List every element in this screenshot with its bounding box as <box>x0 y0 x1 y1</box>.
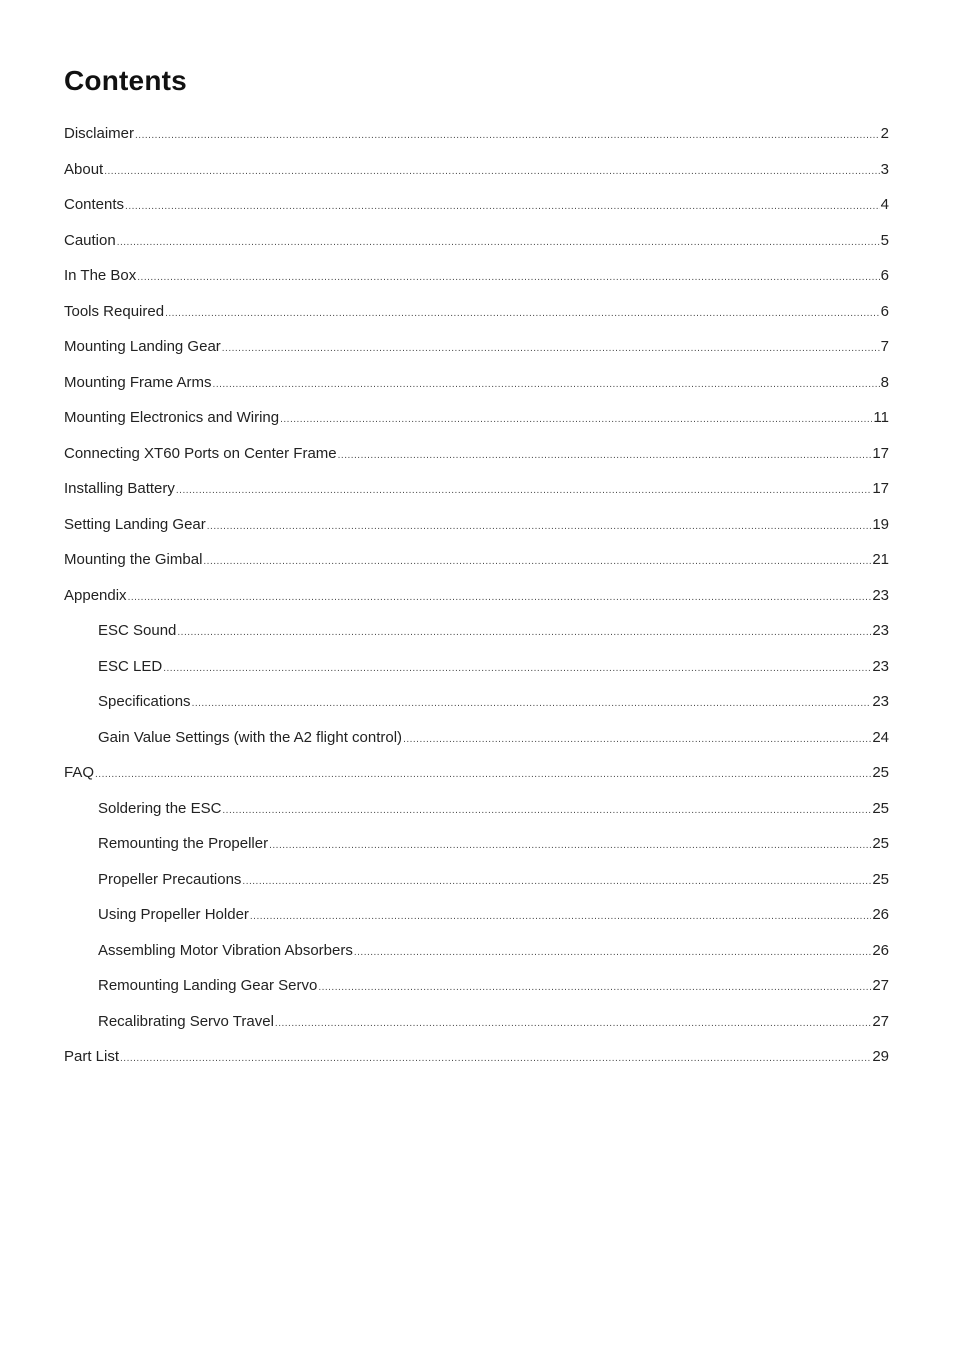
toc-entry-label: About <box>64 160 104 178</box>
toc-entry-page-number: 23 <box>872 586 889 604</box>
dot-leader <box>203 549 871 575</box>
toc-entry-label: FAQ <box>64 764 95 781</box>
toc-entry-label: Using Propeller Holder <box>98 906 249 923</box>
toc-entry-label: Disclaimer <box>64 125 135 142</box>
toc-entry-page-number: 27 <box>872 977 889 994</box>
toc-entry-page-number: 25 <box>872 764 889 781</box>
dot-leader <box>269 833 871 859</box>
toc-entry[interactable] <box>64 299 889 335</box>
dot-leader <box>177 620 871 646</box>
dot-leader <box>338 443 872 469</box>
toc-entry-page-number: 21 <box>872 551 889 568</box>
toc-entry[interactable] <box>64 476 889 512</box>
toc-entry-page-number: 23 <box>872 657 889 675</box>
toc-entry[interactable] <box>64 441 889 477</box>
toc-entry-page-number: 11 <box>873 409 889 426</box>
dot-leader <box>135 123 880 149</box>
toc-entry-label: Tools Required <box>64 302 165 320</box>
toc-entry-label: Installing Battery <box>64 480 175 497</box>
toc-entry[interactable] <box>64 192 889 228</box>
toc-entry[interactable] <box>64 121 889 157</box>
toc-entry-page-number: 17 <box>872 480 889 497</box>
toc-entry-page-number: 19 <box>872 515 889 533</box>
dot-leader <box>128 585 872 611</box>
toc-entry-page-number: 6 <box>880 267 889 284</box>
toc-entry-page-number: 17 <box>872 444 889 462</box>
dot-leader <box>318 975 871 1001</box>
toc-entry-page-number: 24 <box>872 728 889 746</box>
dot-leader <box>176 478 871 504</box>
toc-entry-page-number: 26 <box>872 941 889 959</box>
toc-entry[interactable] <box>64 973 889 1009</box>
toc-entry-page-number: 23 <box>872 693 889 710</box>
toc-entry-page-number: 3 <box>880 160 889 178</box>
toc-entry[interactable] <box>64 334 889 370</box>
toc-entry-label: Assembling Motor Vibration Absorbers <box>98 941 353 959</box>
toc-entry[interactable] <box>64 654 889 690</box>
dot-leader <box>242 869 871 895</box>
toc-entry-page-number: 25 <box>872 870 889 888</box>
toc-entry[interactable] <box>64 263 889 299</box>
dot-leader <box>137 265 879 291</box>
toc-entry[interactable] <box>64 902 889 938</box>
dot-leader <box>104 159 879 185</box>
dot-leader <box>192 691 872 717</box>
toc-entry[interactable] <box>64 547 889 583</box>
toc-entry-page-number: 2 <box>880 125 889 142</box>
toc-entry-page-number: 27 <box>872 1012 889 1030</box>
dot-leader <box>120 1046 871 1072</box>
toc-entry[interactable] <box>64 618 889 654</box>
toc-entry-page-number: 6 <box>880 302 889 320</box>
toc-entry-label: ESC Sound <box>98 622 177 639</box>
page-title: Contents <box>64 65 187 96</box>
toc-entry-label: Appendix <box>64 586 127 604</box>
toc-entry-label: Mounting the Gimbal <box>64 551 203 568</box>
dot-leader <box>222 336 880 362</box>
dot-leader <box>125 194 880 220</box>
toc-entry[interactable] <box>64 796 889 832</box>
toc-entry-page-number: 25 <box>872 835 889 852</box>
toc-entry-page-number: 7 <box>880 338 889 355</box>
dot-leader <box>207 514 872 540</box>
toc-entry[interactable] <box>64 583 889 619</box>
toc-entry-label: Connecting XT60 Ports on Center Frame <box>64 444 337 462</box>
dot-leader <box>275 1011 871 1037</box>
toc-entry-label: Mounting Frame Arms <box>64 373 212 391</box>
toc-entry[interactable] <box>64 831 889 867</box>
toc-entry-label: Contents <box>64 196 125 213</box>
dot-leader <box>95 762 871 788</box>
toc-entry-label: Gain Value Settings (with the A2 flight control) <box>98 728 403 746</box>
toc-entry-label: ESC LED <box>98 657 163 675</box>
dot-leader <box>354 940 871 966</box>
toc-entry[interactable] <box>64 1044 889 1080</box>
dot-leader <box>213 372 880 398</box>
toc-entry-label: Remounting Landing Gear Servo <box>98 977 318 994</box>
toc-entry-label: Recalibrating Servo Travel <box>98 1012 274 1030</box>
toc-entry[interactable] <box>64 1009 889 1045</box>
toc-entry-page-number: 29 <box>872 1048 889 1065</box>
toc-entry-label: Part List <box>64 1048 120 1065</box>
toc-entry[interactable] <box>64 760 889 796</box>
toc-entry[interactable] <box>64 867 889 903</box>
toc-entry-page-number: 26 <box>872 906 889 923</box>
toc-entry-label: Soldering the ESC <box>98 799 222 817</box>
toc-entry-page-number: 23 <box>872 622 889 639</box>
toc-entry-label: Remounting the Propeller <box>98 835 269 852</box>
toc-entry[interactable] <box>64 689 889 725</box>
toc-entry-page-number: 5 <box>880 231 889 249</box>
toc-entry-page-number: 8 <box>880 373 889 391</box>
dot-leader <box>280 407 872 433</box>
table-of-contents <box>64 121 889 1080</box>
toc-entry[interactable] <box>64 228 889 264</box>
dot-leader <box>250 904 871 930</box>
toc-entry-label: Mounting Landing Gear <box>64 338 221 355</box>
toc-entry-label: Propeller Precautions <box>98 870 242 888</box>
toc-entry[interactable] <box>64 157 889 193</box>
toc-entry[interactable] <box>64 938 889 974</box>
toc-entry-label: In The Box <box>64 267 137 284</box>
toc-entry-page-number: 4 <box>880 196 889 213</box>
dot-leader <box>165 301 880 327</box>
toc-entry-label: Setting Landing Gear <box>64 515 206 533</box>
toc-entry[interactable] <box>64 725 889 761</box>
toc-entry-label: Mounting Electronics and Wiring <box>64 409 280 426</box>
dot-leader <box>403 727 871 753</box>
toc-entry-label: Caution <box>64 231 116 249</box>
toc-entry-label: Specifications <box>98 693 191 710</box>
toc-entry-page-number: 25 <box>872 799 889 817</box>
dot-leader <box>222 798 871 824</box>
dot-leader <box>117 230 880 256</box>
toc-entry[interactable] <box>64 512 889 548</box>
toc-entry[interactable] <box>64 370 889 406</box>
dot-leader <box>163 656 871 682</box>
toc-entry[interactable] <box>64 405 889 441</box>
